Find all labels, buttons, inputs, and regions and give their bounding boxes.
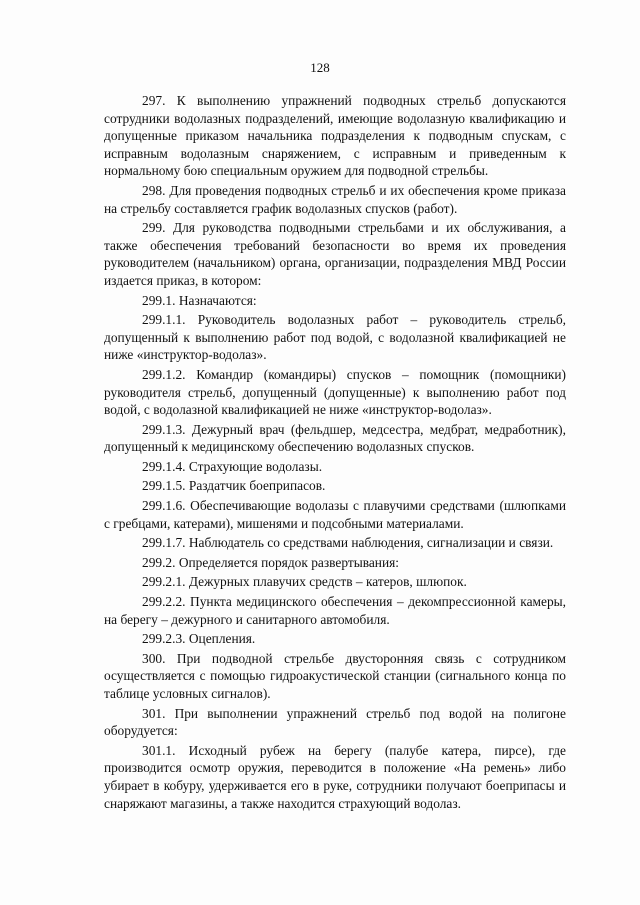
paragraph-299-1-7: 299.1.7. Наблюдатель со средствами наблюдения, сигнализации и связи. <box>142 535 554 551</box>
paragraph-299-2-1: 299.2.1. Дежурных плавучих средств – катеров, шлюпок. <box>142 574 467 590</box>
paragraph-298: 298. Для проведения подводных стрельб и их обеспечения кроме приказа на стрельбу составляется график водолазных спусков (работ). <box>104 182 566 216</box>
paragraph-299-1-2: 299.1.2. Командир (командиры) спусков – помощник (помощники) руководителя стрельб, допущенный (допущенные) к выполнению работ под водой, с водолазной квалификацией не ниже «инструктор-водолаз». <box>104 366 566 418</box>
paragraph-299-1: 299.1. Назначаются: <box>142 292 257 308</box>
paragraph-299-2-2: 299.2.2. Пункта медицинского обеспечения – декомпрессионной камеры, на берегу – дежурного и санитарного автомобиля. <box>104 594 566 627</box>
page-number: 128 <box>310 60 330 75</box>
paragraph-299-1-4: 299.1.4. Страхующие водолазы. <box>142 458 323 474</box>
paragraph-299-2-3: 299.2.3. Оцепления. <box>142 631 256 647</box>
paragraph-299-2: 299.2. Определяется порядок развертывания: <box>142 554 399 570</box>
paragraph-299-1-6: 299.1.6. Обеспечивающие водолазы с плавучими средствами (шлюпками с гребцами, катерами), мишенями и подсобными материалами. <box>104 498 566 531</box>
paragraph-299-1-3: 299.1.3. Дежурный врач (фельдшер, медсестра, медбрат, медработник), допущенный к медицинскому обеспечению водолазных спусков. <box>104 421 566 455</box>
paragraph-299: 299. Для руководства подводными стрельбами и их обслуживания, а также обеспечения требований безопасности во время их проведения руководителем (начальником) органа, организации, подразделения МВД России издается приказ, в котором: <box>104 220 566 288</box>
paragraph-297: 297. К выполнению упражнений подводных стрельб допускаются сотрудники водолазных подразделений, имеющие водолазную квалификацию и допущенные приказом начальника подразделения к подводным спускам, с исправным водолазным снаряжением, с исправным и приведенным к нормальному бою специальным оружием для подводной стрельбы. <box>104 93 566 179</box>
paragraph-301: 301. При выполнении упражнений стрельб под водой на полигоне оборудуется: <box>104 705 566 739</box>
paragraph-301-1: 301.1. Исходный рубеж на берегу (палубе катера, пирсе), где производится осмотр оружия, переводится в положение «На ремень» либо убирает в кобуру, удерживается его в руке, сотрудники получают боеприпасы и снаряжают магазины, а также находится страхующий водолаз. <box>104 742 566 811</box>
paragraph-299-1-1: 299.1.1. Руководитель водолазных работ – руководитель стрельб, допущенный к выполнению работ под водой, с водолазной квалификацией не ниже «инструктор-водолаз». <box>104 312 566 363</box>
paragraph-300: 300. При подводной стрельбе двусторонняя связь с сотрудником осуществляется с помощью гидроакустической станции (сигнального конца по таблице условных сигналов). <box>104 650 566 701</box>
body-text <box>104 92 566 814</box>
paragraph-299-1-5: 299.1.5. Раздатчик боеприпасов. <box>142 478 326 494</box>
